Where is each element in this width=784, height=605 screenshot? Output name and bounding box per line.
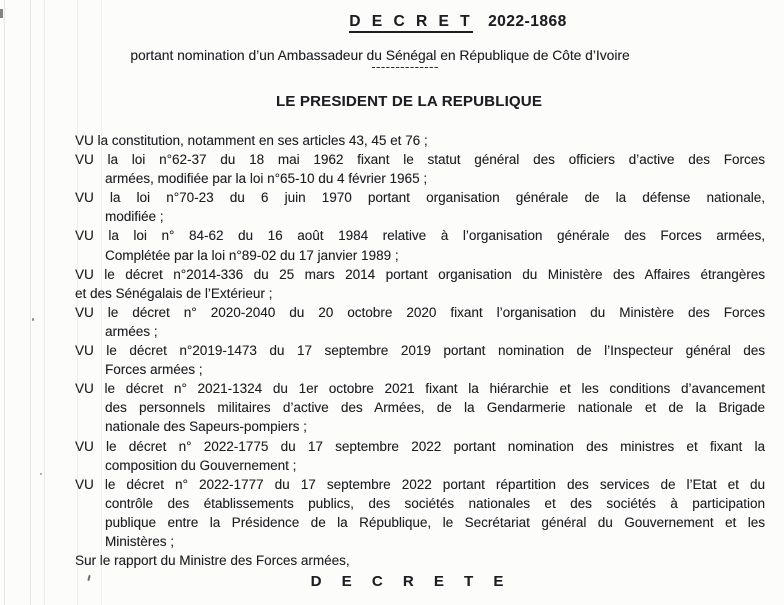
- decree-body: [75, 131, 765, 570]
- body-line: VU la loi n° 84-62 du 16 août 1984 relative à l’organisation générale des Forces armées,: [75, 228, 765, 244]
- body-line: Forces armées ;: [105, 362, 203, 378]
- separator-dashes: --------------: [371, 59, 439, 74]
- president-heading: LE PRESIDENT DE LA REPUBLIQUE: [275, 93, 543, 110]
- body-line: VU le décret n° 2022-1775 du 17 septembre 2022 portant nomination des ministres et fixant la: [75, 438, 765, 454]
- body-line: Sur le rapport du Ministre des Forces armées,: [75, 553, 350, 569]
- body-line: VU le décret n°2019-1473 du 17 septembre 2019 portant nomination de l’Inspecteur général des: [75, 343, 765, 359]
- body-line: VU la constitution, notamment en ses articles 43, 45 et 76 ;: [75, 133, 428, 148]
- body-line: Complétée par la loi n°89-02 du 17 janvier 1989 ;: [105, 247, 399, 263]
- scan-line-artifact: [30, 0, 31, 605]
- scan-line-artifact: [4, 0, 5, 605]
- scan-speck: [32, 318, 34, 321]
- body-line: des personnels militaires d’active des Armées, de la Gendarmerie nationale et de la Brigade: [105, 400, 765, 416]
- body-line: et des Sénégalais de l’Extérieur ;: [75, 285, 273, 301]
- body-line: VU le décret n° 2022-1777 du 17 septembre 2022 portant répartition des services de l’Etat et du: [75, 476, 765, 492]
- body-line: VU le décret n° 2020-2040 du 20 octobre 2020 fixant l’organisation du Ministère des Forces: [75, 304, 765, 320]
- decree-title-word: D E C R E T: [349, 13, 473, 33]
- scan-speck: [0, 9, 3, 18]
- body-line: Ministères ;: [105, 533, 175, 549]
- body-line: contrôle des établissements publics, des sociétés nationales et des sociétés à participation: [105, 495, 765, 511]
- decree-title: [66, 0, 784, 31]
- body-line: VU le décret n°2014-336 du 25 mars 2014 portant organisation du Ministère des Affaires étrangères: [75, 266, 765, 282]
- body-line: VU la loi n°70-23 du 6 juin 1970 portant organisation générale de la défense nationale,: [75, 190, 765, 206]
- body-line: armées ;: [105, 323, 158, 339]
- decrete-heading: D E C R E T E: [310, 573, 512, 591]
- body-line: nationale des Sapeurs-pompiers ;: [105, 419, 307, 435]
- body-line: modifiée ;: [105, 209, 164, 225]
- body-line: publique entre la Présidence de la République, le Secrétariat général du Gouvernement et les: [105, 514, 765, 530]
- decree-number: 2022-1868: [488, 13, 567, 30]
- scan-line-artifact: [44, 0, 45, 605]
- body-line: composition du Gouvernement ;: [105, 457, 297, 473]
- scan-speck: [40, 473, 42, 475]
- decree-subtitle: portant nomination d’un Ambassadeur du Sénégal en République de Côte d’Ivoire: [130, 48, 630, 63]
- body-line: VU la loi n°62-37 du 18 mai 1962 fixant le statut général des officiers d’active des Forces: [75, 152, 765, 168]
- body-line: VU le décret n° 2021-1324 du 1er octobre 2021 fixant la hiérarchie et les conditions d’avancement: [75, 381, 765, 397]
- body-line: armées, modifiée par la loi n°65-10 du 4 février 1965 ;: [105, 171, 428, 187]
